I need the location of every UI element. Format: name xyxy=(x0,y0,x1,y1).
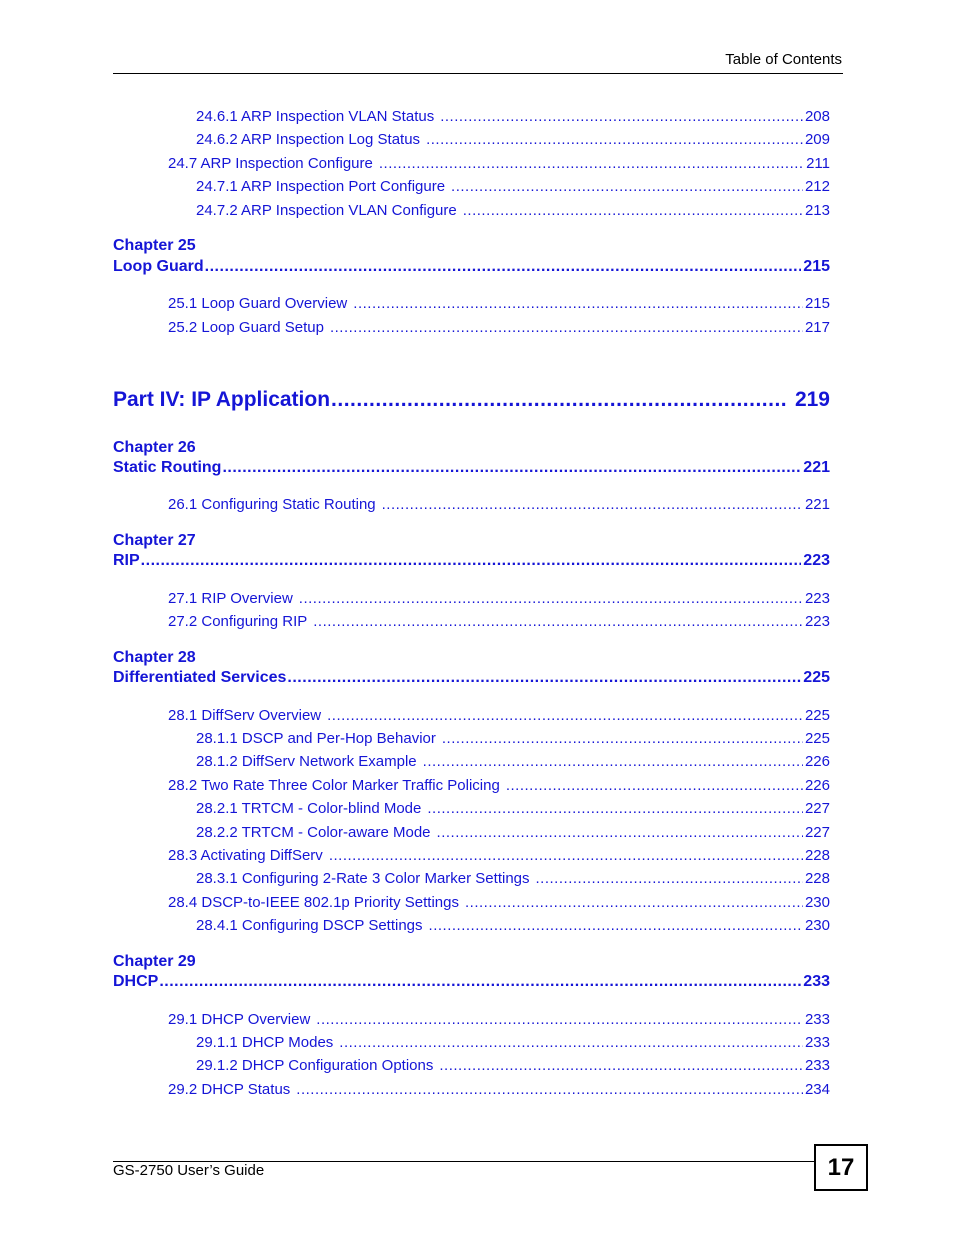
toc-entry-page: 223 xyxy=(804,590,830,607)
chapter-number[interactable]: Chapter 26 xyxy=(113,439,196,456)
dot-leader xyxy=(339,1034,803,1051)
toc-entry-label: Part IV: IP Application xyxy=(113,388,331,411)
dot-leader xyxy=(427,800,803,817)
toc-entry-label: 29.1 DHCP Overview xyxy=(168,1011,311,1028)
toc-entry[interactable] xyxy=(196,1057,830,1074)
toc-entry-label: 24.6.2 ARP Inspection Log Status xyxy=(196,131,421,148)
toc-entry[interactable] xyxy=(196,202,830,219)
toc-entry-label: 27.2 Configuring RIP xyxy=(168,613,308,630)
dot-leader xyxy=(463,202,803,219)
dot-leader xyxy=(353,295,803,312)
toc-entry[interactable] xyxy=(196,108,830,125)
chapter-number[interactable]: Chapter 28 xyxy=(113,649,196,666)
toc-entry-page: 227 xyxy=(804,824,830,841)
toc-entry-label: 24.7.1 ARP Inspection Port Configure xyxy=(196,178,446,195)
toc-entry-page: 219 xyxy=(794,388,830,411)
toc-entry-page: 213 xyxy=(804,202,830,219)
dot-leader xyxy=(451,178,803,195)
toc-entry-label: 24.7.2 ARP Inspection VLAN Configure xyxy=(196,202,457,219)
toc-entry-label: 28.1.2 DiffServ Network Example xyxy=(196,753,417,770)
toc-entry[interactable] xyxy=(168,1011,830,1028)
dot-leader xyxy=(379,155,804,172)
toc-entry-page: 228 xyxy=(804,847,830,864)
dot-leader xyxy=(222,459,801,477)
toc-entry[interactable] xyxy=(196,917,830,934)
toc-entry-page: 233 xyxy=(804,1011,830,1028)
toc-entry-page: 230 xyxy=(804,917,830,934)
toc-entry[interactable] xyxy=(196,730,830,747)
toc-chapter-entry[interactable] xyxy=(113,258,830,276)
dot-leader xyxy=(423,753,803,770)
chapter-number[interactable]: Chapter 27 xyxy=(113,532,196,549)
toc-entry[interactable] xyxy=(196,800,830,817)
toc-entry-page: 215 xyxy=(804,295,830,312)
toc-entry-label: 27.1 RIP Overview xyxy=(168,590,293,607)
toc-entry-page: 221 xyxy=(803,459,830,476)
toc-entry-page: 230 xyxy=(804,894,830,911)
guide-title: GS-2750 User’s Guide xyxy=(113,1162,265,1179)
toc-entry[interactable] xyxy=(168,590,830,607)
toc-entry-page: 221 xyxy=(804,496,830,513)
toc-entry-label: 28.2 Two Rate Three Color Marker Traffic Policing xyxy=(168,777,500,794)
toc-chapter-entry[interactable] xyxy=(113,459,830,477)
dot-leader xyxy=(141,552,802,570)
toc-entry[interactable] xyxy=(168,777,830,794)
dot-leader xyxy=(296,1081,803,1098)
toc-chapter-entry[interactable] xyxy=(113,973,830,991)
toc-entry-page: 223 xyxy=(803,552,830,569)
toc-entry[interactable] xyxy=(168,319,830,336)
toc-entry[interactable] xyxy=(168,496,830,513)
toc-entry-page: 215 xyxy=(803,258,830,275)
toc-entry-label: 26.1 Configuring Static Routing xyxy=(168,496,376,513)
toc-entry-label: 29.2 DHCP Status xyxy=(168,1081,291,1098)
running-header: Table of Contents xyxy=(725,51,842,68)
toc-entry[interactable] xyxy=(168,707,830,724)
toc-entry-label: Loop Guard xyxy=(113,258,204,275)
dot-leader xyxy=(330,319,803,336)
dot-leader xyxy=(287,669,801,687)
toc-entry-page: 228 xyxy=(804,870,830,887)
toc-part-entry[interactable] xyxy=(113,388,830,412)
toc-entry-page: 233 xyxy=(804,1034,830,1051)
toc-entry-page: 211 xyxy=(806,155,830,172)
toc-entry[interactable] xyxy=(168,155,830,172)
toc-entry-page: 209 xyxy=(804,131,830,148)
toc-entry-page: 226 xyxy=(804,777,830,794)
toc-entry-label: 24.6.1 ARP Inspection VLAN Status xyxy=(196,108,435,125)
toc-entry-label: 28.3 Activating DiffServ xyxy=(168,847,323,864)
toc-entry-page: 233 xyxy=(804,1057,830,1074)
toc-entry-label: 24.7 ARP Inspection Configure xyxy=(168,155,373,172)
toc-entry-page: 217 xyxy=(804,319,830,336)
toc-entry[interactable] xyxy=(168,847,830,864)
toc-entry-label: 28.2.2 TRTCM - Color-aware Mode xyxy=(196,824,431,841)
toc-entry[interactable] xyxy=(196,870,830,887)
toc-entry-label: 28.2.1 TRTCM - Color-blind Mode xyxy=(196,800,422,817)
toc-entry-label: 28.4 DSCP-to-IEEE 802.1p Priority Settings xyxy=(168,894,459,911)
dot-leader xyxy=(437,824,803,841)
toc-entry-page: 234 xyxy=(804,1081,830,1098)
toc-entry[interactable] xyxy=(196,753,830,770)
dot-leader xyxy=(313,613,803,630)
dot-leader xyxy=(159,973,801,991)
toc-entry-label: 29.1.1 DHCP Modes xyxy=(196,1034,334,1051)
dot-leader xyxy=(205,258,802,276)
toc-entry[interactable] xyxy=(168,1081,830,1098)
dot-leader xyxy=(506,777,803,794)
dot-leader xyxy=(382,496,803,513)
dot-leader xyxy=(331,388,787,412)
chapter-number[interactable]: Chapter 25 xyxy=(113,237,196,254)
toc-entry[interactable] xyxy=(196,1034,830,1051)
dot-leader xyxy=(429,917,803,934)
dot-leader xyxy=(316,1011,803,1028)
dot-leader xyxy=(440,108,803,125)
toc-entry-label: 29.1.2 DHCP Configuration Options xyxy=(196,1057,434,1074)
toc-entry-page: 225 xyxy=(804,707,830,724)
toc-entry[interactable] xyxy=(168,613,830,630)
toc-entry-page: 212 xyxy=(804,178,830,195)
toc-entry-page: 225 xyxy=(804,730,830,747)
toc-entry-page: 227 xyxy=(804,800,830,817)
toc-entry-label: Static Routing xyxy=(113,459,222,476)
dot-leader xyxy=(536,870,803,887)
toc-entry-label: 28.1 DiffServ Overview xyxy=(168,707,322,724)
dot-leader xyxy=(465,894,803,911)
toc-entry-page: 225 xyxy=(803,669,830,686)
toc-entry-label: RIP xyxy=(113,552,140,569)
toc-entry[interactable] xyxy=(168,295,830,312)
toc-entry[interactable] xyxy=(196,824,830,841)
toc-chapter-entry[interactable] xyxy=(113,552,830,570)
dot-leader xyxy=(439,1057,803,1074)
dot-leader xyxy=(442,730,803,747)
toc-entry[interactable] xyxy=(196,131,830,148)
toc-entry[interactable] xyxy=(196,178,830,195)
page-number: 17 xyxy=(814,1144,868,1191)
toc-entry-label: DHCP xyxy=(113,973,159,990)
toc-entry-page: 226 xyxy=(804,753,830,770)
toc-entry-label: 25.2 Loop Guard Setup xyxy=(168,319,324,336)
toc-entry-label: 28.1.1 DSCP and Per-Hop Behavior xyxy=(196,730,436,747)
toc-entry-page: 208 xyxy=(804,108,830,125)
dot-leader xyxy=(426,131,803,148)
toc-entry-label: 28.3.1 Configuring 2-Rate 3 Color Marker Settings xyxy=(196,870,530,887)
toc-entry[interactable] xyxy=(168,894,830,911)
chapter-number[interactable]: Chapter 29 xyxy=(113,953,196,970)
dot-leader xyxy=(329,847,803,864)
dot-leader xyxy=(327,707,803,724)
toc-chapter-entry[interactable] xyxy=(113,669,830,687)
toc-entry-page: 223 xyxy=(804,613,830,630)
toc-entry-label: 25.1 Loop Guard Overview xyxy=(168,295,348,312)
toc-entry-label: Differentiated Services xyxy=(113,669,287,686)
dot-leader xyxy=(299,590,803,607)
toc-entry-page: 233 xyxy=(803,973,830,990)
toc-entry-label: 28.4.1 Configuring DSCP Settings xyxy=(196,917,423,934)
